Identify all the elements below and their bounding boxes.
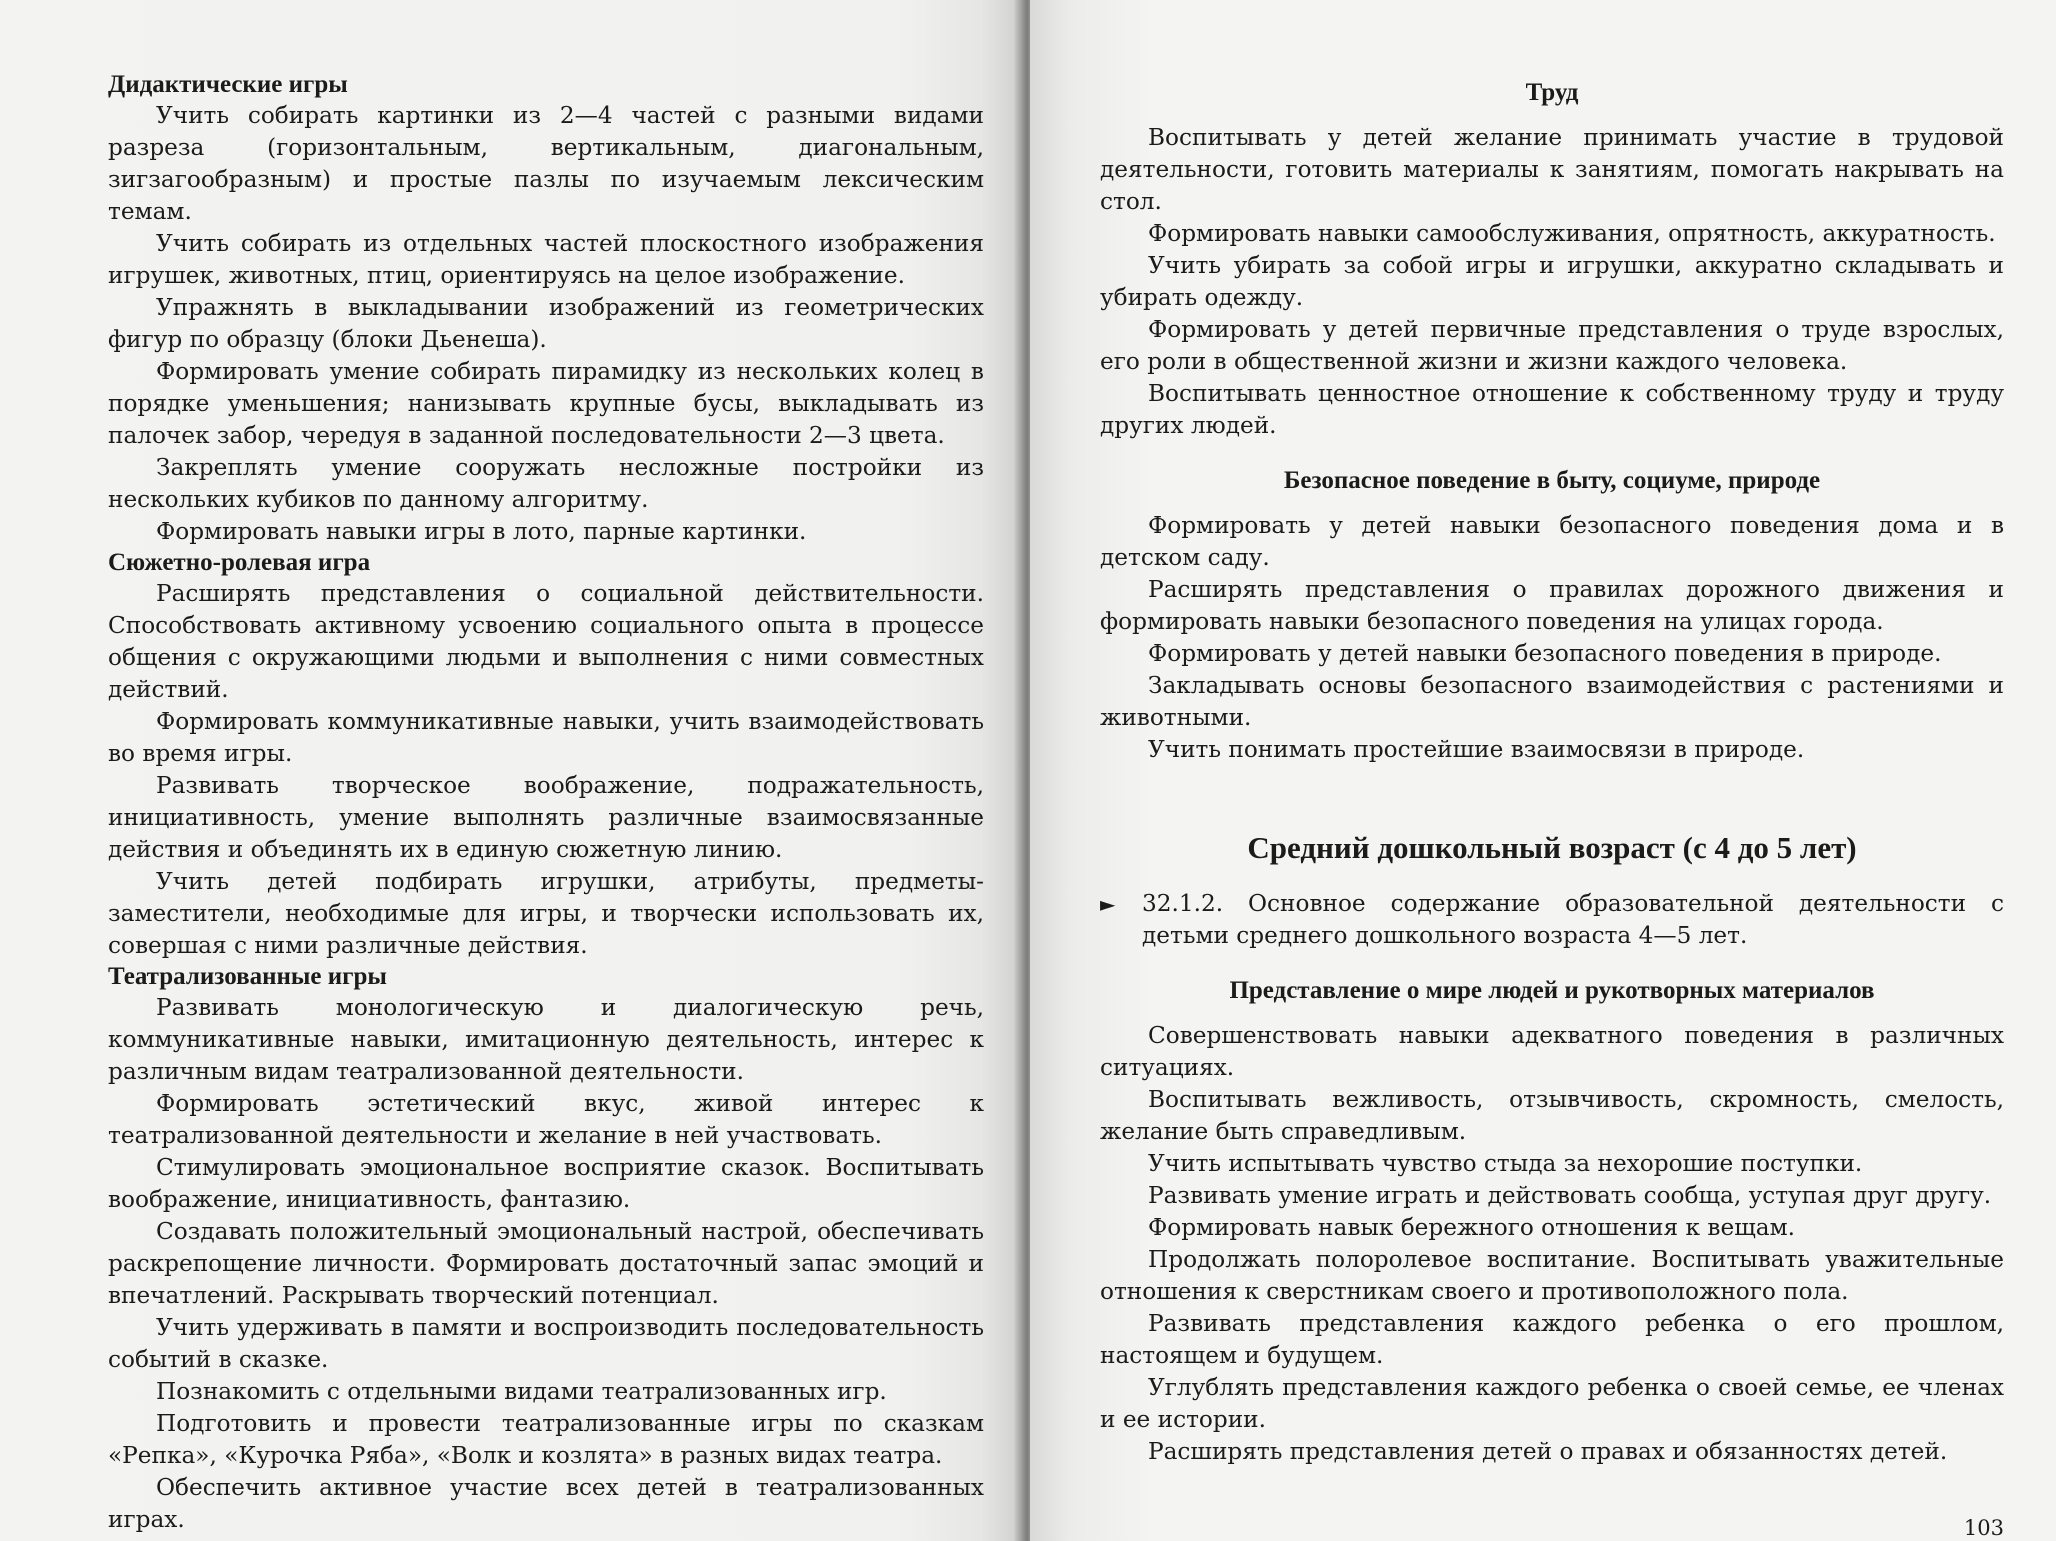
paragraph: Формировать эстетический вкус, живой интерес к театрализованной деятельности и желание в ней участвовать. xyxy=(108,1090,984,1149)
paragraph: Закладывать основы безопасного взаимодействия с растениями и животными. xyxy=(1100,672,2004,731)
paragraph: Формировать навыки игры в лото, парные картинки. xyxy=(156,518,807,545)
paragraph: Учить собирать картинки из 2—4 частей с разными видами разреза (горизонтальным, вертикальным, диагональным, зигзагообразным) и простые пазлы по изучаемым лексическим темам. xyxy=(108,102,984,225)
paragraph: Воспитывать у детей желание принимать участие в трудовой деятельности, готовить материалы к занятиям, помогать накрывать на стол. xyxy=(1100,124,2004,215)
paragraph: Закреплять умение сооружать несложные постройки из нескольких кубиков по данному алгоритму. xyxy=(108,454,984,513)
paragraph: Воспитывать ценностное отношение к собственному труду и труду других людей. xyxy=(1100,380,2004,439)
paragraph: Создавать положительный эмоциональный настрой, обеспечивать раскрепощение личности. Формировать достаточный запас эмоций и впечатлений. Раскрывать творческий потенциал. xyxy=(108,1218,984,1309)
paragraph: Формировать коммуникативные навыки, учить взаимодействовать во время игры. xyxy=(108,708,984,767)
left-page xyxy=(0,0,1022,1541)
right-page-content xyxy=(1100,78,2004,1468)
paragraph: Совершенствовать навыки адекватного поведения в различных ситуациях. xyxy=(1100,1022,2004,1081)
paragraph: Углублять представления каждого ребенка о своей семье, ее членах и ее истории. xyxy=(1100,1374,2004,1433)
paragraph: Воспитывать вежливость, отзывчивость, скромность, смелость, желание быть справедливым. xyxy=(1100,1086,2004,1145)
paragraph: Учить удерживать в памяти и воспроизводить последовательность событий в сказке. xyxy=(108,1314,984,1373)
right-page xyxy=(1030,0,2056,1541)
paragraph: Учить детей подбирать игрушки, атрибуты, предметы-заместители, необходимые для игры, и творчески использовать их, совершая с ними различные действия. xyxy=(108,868,984,959)
age-section-title: Средний дошкольный возраст (с 4 до 5 лет) xyxy=(1247,830,1857,865)
paragraph: Развивать представления каждого ребенка о его прошлом, настоящем и будущем. xyxy=(1100,1310,2004,1369)
paragraph: Формировать у детей навыки безопасного поведения дома и в детском саду. xyxy=(1100,512,2004,571)
clause-text: 32.1.2. Основное содержание образовательной деятельности с детьми среднего дошкольного возраста 4—5 лет. xyxy=(1142,890,2004,949)
left-page-content xyxy=(108,70,984,1536)
paragraph: Расширять представления о социальной действительности. Способствовать активному усвоению социального опыта в процессе общения с окружающими людьми и выполнения с ними совместных действий. xyxy=(108,580,984,703)
section-heading: Сюжетно-ролевая игра xyxy=(108,549,371,576)
triangle-marker-icon: ► xyxy=(1100,892,1116,916)
paragraph: Стимулировать эмоциональное восприятие сказок. Воспитывать воображение, инициативность, фантазию. xyxy=(108,1154,984,1213)
paragraph: Развивать творческое воображение, подражательность, инициативность, умение выполнять различные взаимосвязанные действия и объединять их в единую сюжетную линию. xyxy=(108,772,984,863)
paragraph: Упражнять в выкладывании изображений из геометрических фигур по образцу (блоки Дьенеша). xyxy=(108,294,984,353)
paragraph: Подготовить и провести театрализованные игры по сказкам «Репка», «Курочка Ряба», «Волк и козлята» в разных видах театра. xyxy=(108,1410,984,1469)
paragraph: Учить испытывать чувство стыда за нехорошие поступки. xyxy=(1148,1150,1863,1177)
numbered-clause xyxy=(1100,888,2004,952)
paragraph: Продолжать полоролевое воспитание. Воспитывать уважительные отношения к сверстникам своего и противоположного пола. xyxy=(1100,1246,2004,1305)
section-heading: Труд xyxy=(1525,79,1579,106)
paragraph: Развивать умение играть и действовать сообща, уступая друг другу. xyxy=(1148,1182,1992,1209)
paragraph: Формировать у детей навыки безопасного поведения в природе. xyxy=(1148,640,1942,667)
paragraph: Учить понимать простейшие взаимосвязи в природе. xyxy=(1148,736,1805,763)
paragraph: Формировать умение собирать пирамидку из нескольких колец в порядке уменьшения; нанизывать крупные бусы, выкладывать из палочек забор, чередуя в заданной последовательности 2—3 цвета. xyxy=(108,358,984,449)
paragraph: Формировать у детей первичные представления о труде взрослых, его роли в общественной жизни и жизни каждого человека. xyxy=(1100,316,2004,375)
page-number: 103 xyxy=(1963,1516,2004,1540)
paragraph: Расширять представления детей о правах и обязанностях детей. xyxy=(1148,1438,1948,1465)
paragraph: Обеспечить активное участие всех детей в театрализованных играх. xyxy=(108,1474,984,1533)
paragraph: Формировать навыки самообслуживания, опрятность, аккуратность. xyxy=(1148,220,1996,247)
paragraph: Учить собирать из отдельных частей плоскостного изображения игрушек, животных, птиц, ориентируясь на целое изображение. xyxy=(108,230,984,289)
section-heading: Дидактические игры xyxy=(108,71,348,98)
paragraph: Расширять представления о правилах дорожного движения и формировать навыки безопасного поведения на улицах города. xyxy=(1100,576,2004,635)
paragraph: Формировать навык бережного отношения к вещам. xyxy=(1148,1214,1795,1241)
section-heading: Безопасное поведение в быту, социуме, природе xyxy=(1283,467,1821,494)
paragraph: Учить убирать за собой игры и игрушки, аккуратно складывать и убирать одежду. xyxy=(1100,252,2004,311)
paragraph: Развивать монологическую и диалогическую речь, коммуникативные навыки, имитационную деятельность, интерес к различным видам театрализованной деятельности. xyxy=(108,994,984,1085)
paragraph: Познакомить с отдельными видами театрализованных игр. xyxy=(156,1378,887,1405)
section-heading: Театрализованные игры xyxy=(108,963,387,990)
section-heading: Представление о мире людей и рукотворных материалов xyxy=(1229,977,1875,1004)
